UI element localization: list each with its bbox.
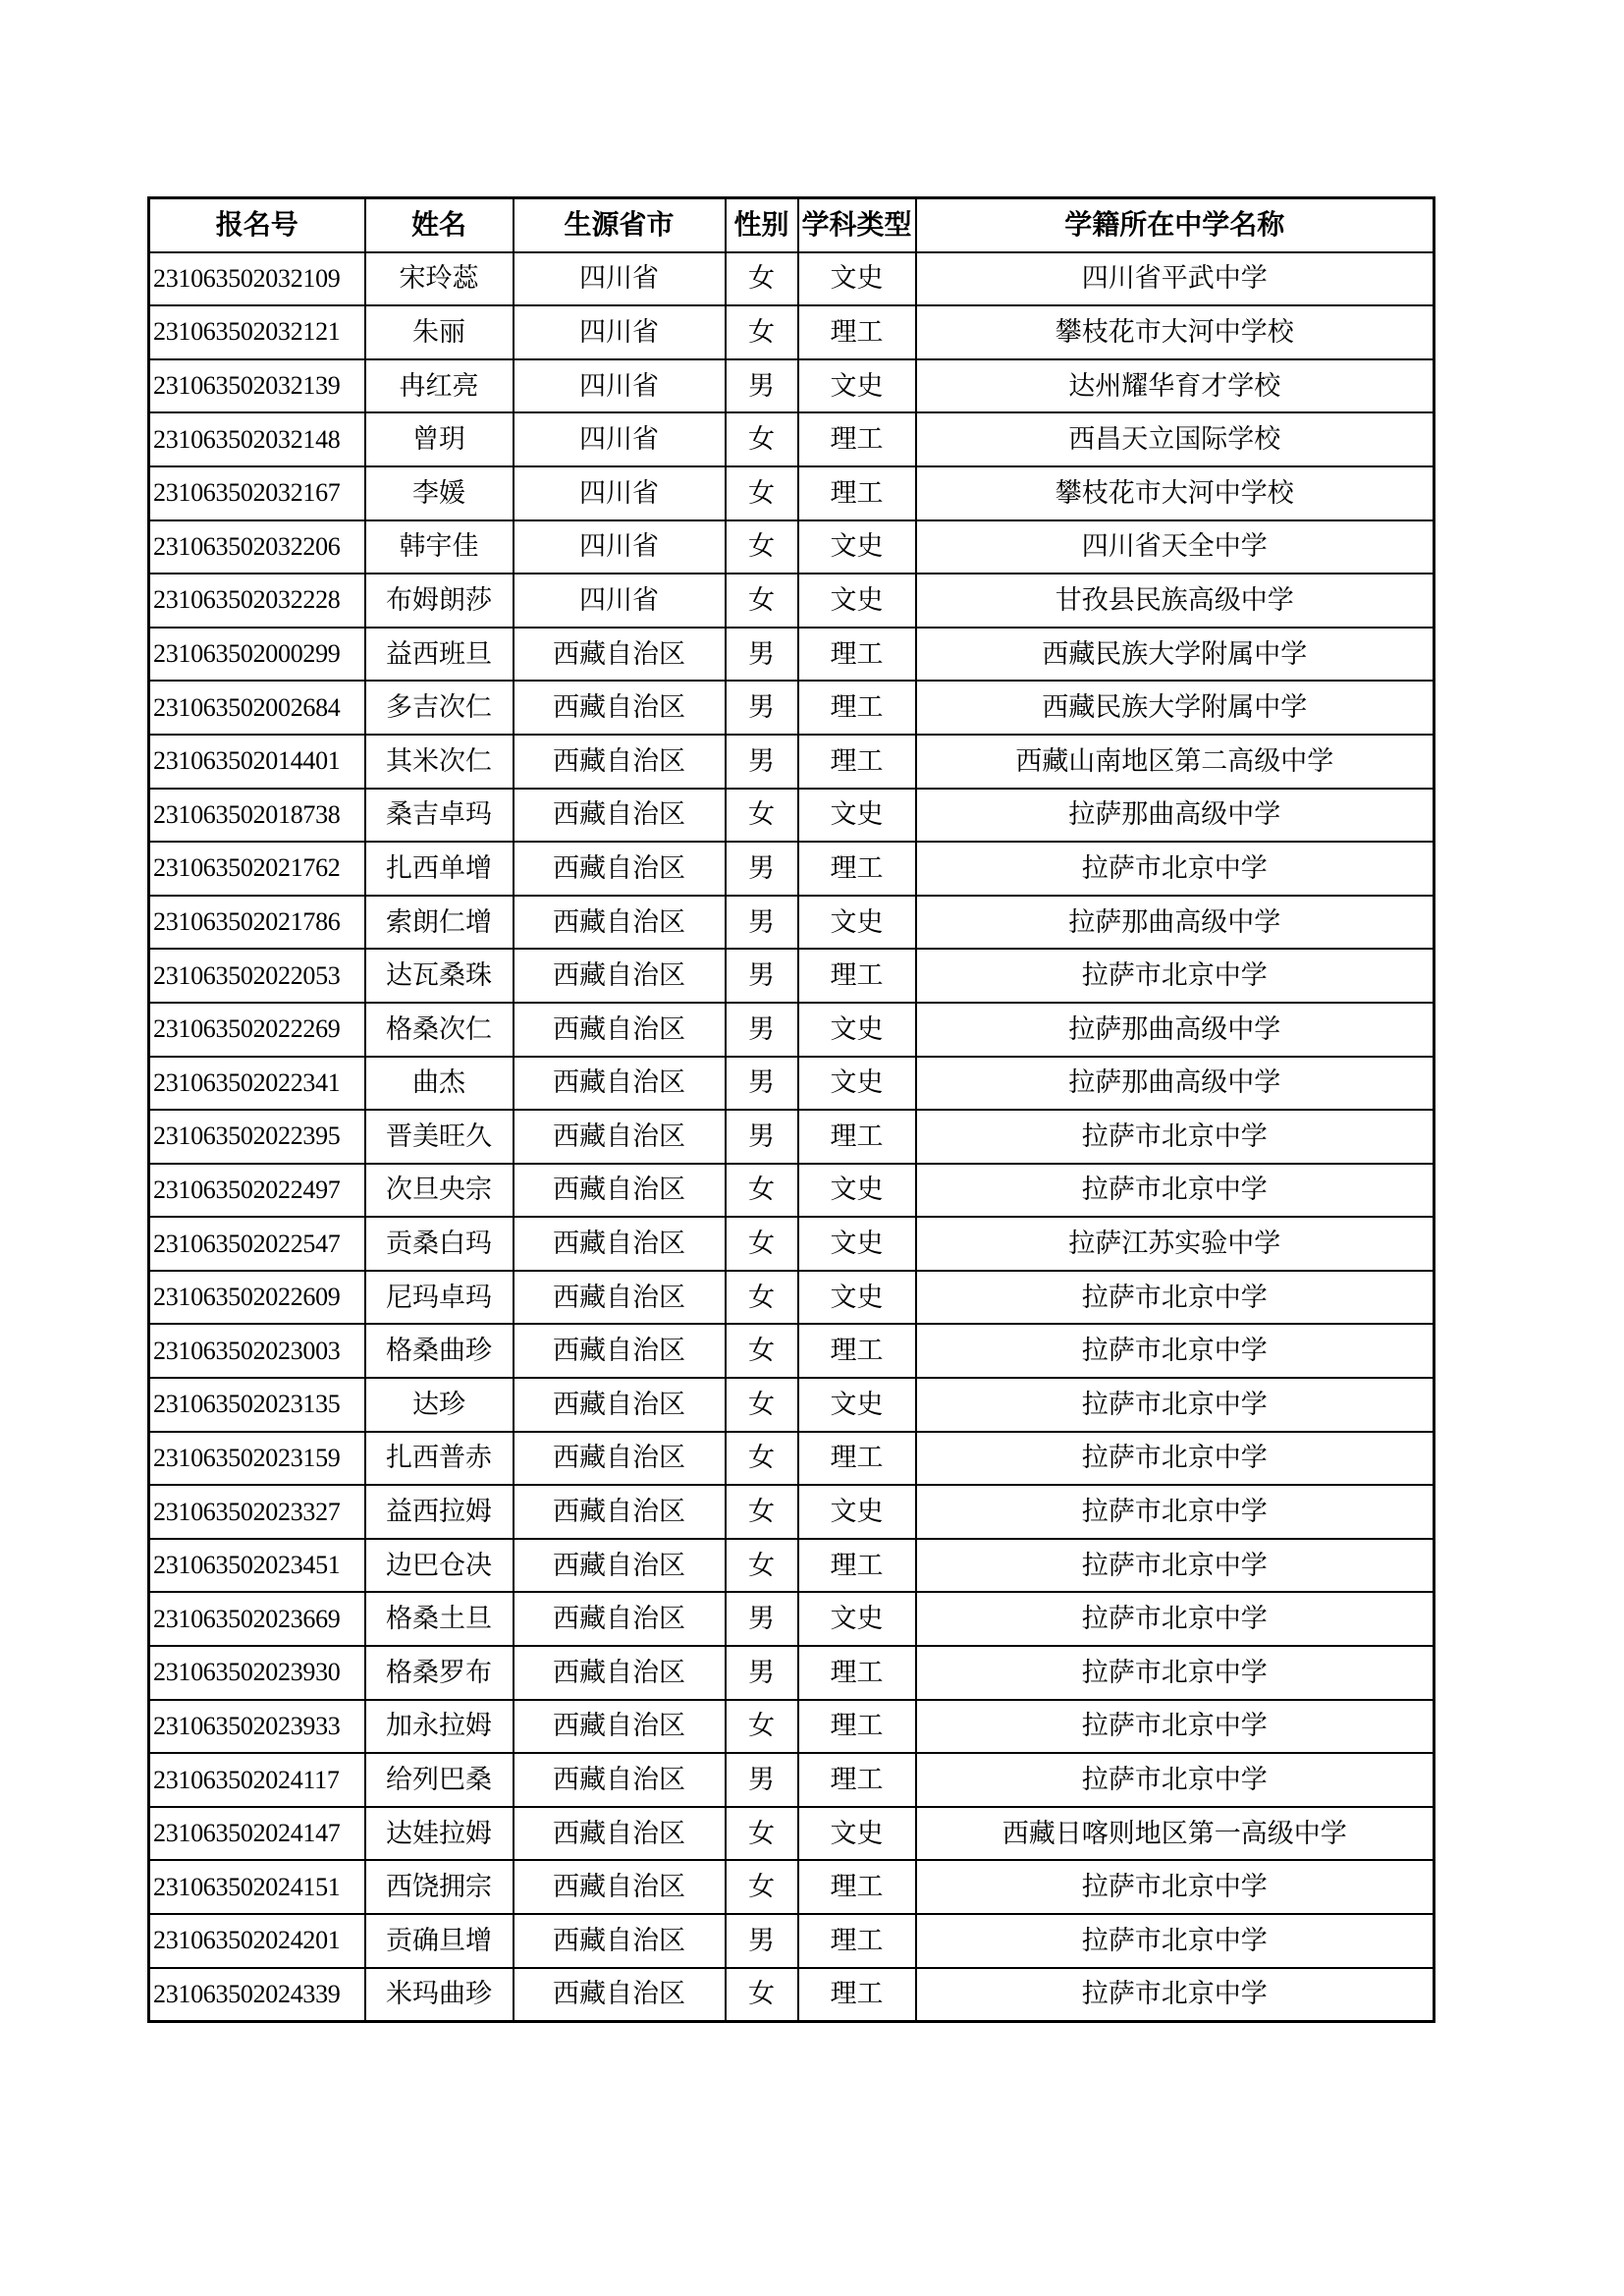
subject-type-cell: 理工 bbox=[798, 1860, 916, 1914]
subject-type-cell: 理工 bbox=[798, 305, 916, 359]
source-province-cell: 西藏自治区 bbox=[514, 1057, 726, 1111]
table-row bbox=[149, 1432, 1435, 1486]
registration-number-cell: 231063502023159 bbox=[149, 1432, 365, 1486]
gender-cell: 女 bbox=[726, 305, 798, 359]
student-name-cell: 曾玥 bbox=[365, 412, 514, 466]
school-name-cell: 拉萨江苏实验中学 bbox=[916, 1217, 1435, 1271]
subject-type-cell: 理工 bbox=[798, 681, 916, 735]
header-school-name: 学籍所在中学名称 bbox=[916, 198, 1435, 252]
source-province-cell: 西藏自治区 bbox=[514, 1271, 726, 1325]
table-row bbox=[149, 1324, 1435, 1378]
gender-cell: 女 bbox=[726, 1432, 798, 1486]
school-name-cell: 拉萨那曲高级中学 bbox=[916, 1057, 1435, 1111]
header-subject-type: 学科类型 bbox=[798, 198, 916, 252]
registration-number-cell: 231063502023327 bbox=[149, 1485, 365, 1539]
table-row bbox=[149, 949, 1435, 1003]
student-name-cell: 布姆朗莎 bbox=[365, 574, 514, 628]
subject-type-cell: 理工 bbox=[798, 1753, 916, 1807]
school-name-cell: 拉萨市北京中学 bbox=[916, 1324, 1435, 1378]
source-province-cell: 西藏自治区 bbox=[514, 1003, 726, 1057]
subject-type-cell: 理工 bbox=[798, 1324, 916, 1378]
subject-type-cell: 文史 bbox=[798, 789, 916, 843]
gender-cell: 男 bbox=[726, 1592, 798, 1646]
gender-cell: 男 bbox=[726, 842, 798, 896]
subject-type-cell: 文史 bbox=[798, 1271, 916, 1325]
registration-number-cell: 231063502022497 bbox=[149, 1164, 365, 1218]
school-name-cell: 拉萨市北京中学 bbox=[916, 1646, 1435, 1700]
student-name-cell: 李媛 bbox=[365, 466, 514, 520]
school-name-cell: 四川省平武中学 bbox=[916, 252, 1435, 306]
source-province-cell: 西藏自治区 bbox=[514, 681, 726, 735]
student-name-cell: 格桑罗布 bbox=[365, 1646, 514, 1700]
registration-number-cell: 231063502014401 bbox=[149, 735, 365, 789]
gender-cell: 男 bbox=[726, 1753, 798, 1807]
table-row bbox=[149, 1057, 1435, 1111]
student-name-cell: 格桑次仁 bbox=[365, 1003, 514, 1057]
subject-type-cell: 文史 bbox=[798, 1485, 916, 1539]
gender-cell: 男 bbox=[726, 896, 798, 950]
subject-type-cell: 理工 bbox=[798, 466, 916, 520]
registration-number-cell: 231063502021762 bbox=[149, 842, 365, 896]
subject-type-cell: 理工 bbox=[798, 1968, 916, 2022]
subject-type-cell: 理工 bbox=[798, 1646, 916, 1700]
table-row bbox=[149, 842, 1435, 896]
registration-number-cell: 231063502032206 bbox=[149, 520, 365, 574]
source-province-cell: 西藏自治区 bbox=[514, 1164, 726, 1218]
table-row bbox=[149, 1378, 1435, 1432]
source-province-cell: 西藏自治区 bbox=[514, 1432, 726, 1486]
gender-cell: 男 bbox=[726, 628, 798, 682]
registration-number-cell: 231063502022609 bbox=[149, 1271, 365, 1325]
school-name-cell: 拉萨市北京中学 bbox=[916, 1378, 1435, 1432]
source-province-cell: 西藏自治区 bbox=[514, 1753, 726, 1807]
subject-type-cell: 文史 bbox=[798, 1003, 916, 1057]
subject-type-cell: 文史 bbox=[798, 1164, 916, 1218]
registration-number-cell: 231063502023135 bbox=[149, 1378, 365, 1432]
school-name-cell: 拉萨市北京中学 bbox=[916, 1914, 1435, 1968]
student-name-cell: 达娃拉姆 bbox=[365, 1807, 514, 1861]
source-province-cell: 西藏自治区 bbox=[514, 628, 726, 682]
student-name-cell: 曲杰 bbox=[365, 1057, 514, 1111]
gender-cell: 女 bbox=[726, 1164, 798, 1218]
subject-type-cell: 理工 bbox=[798, 412, 916, 466]
school-name-cell: 拉萨市北京中学 bbox=[916, 1432, 1435, 1486]
source-province-cell: 四川省 bbox=[514, 305, 726, 359]
gender-cell: 女 bbox=[726, 1324, 798, 1378]
source-province-cell: 西藏自治区 bbox=[514, 1700, 726, 1754]
table-row bbox=[149, 1968, 1435, 2022]
source-province-cell: 西藏自治区 bbox=[514, 1485, 726, 1539]
table-row bbox=[149, 628, 1435, 682]
table-row bbox=[149, 1539, 1435, 1593]
source-province-cell: 西藏自治区 bbox=[514, 1807, 726, 1861]
source-province-cell: 西藏自治区 bbox=[514, 1324, 726, 1378]
subject-type-cell: 文史 bbox=[798, 1217, 916, 1271]
school-name-cell: 拉萨市北京中学 bbox=[916, 1860, 1435, 1914]
header-source-province: 生源省市 bbox=[514, 198, 726, 252]
gender-cell: 女 bbox=[726, 1807, 798, 1861]
table-row bbox=[149, 359, 1435, 413]
student-name-cell: 次旦央宗 bbox=[365, 1164, 514, 1218]
source-province-cell: 四川省 bbox=[514, 359, 726, 413]
source-province-cell: 西藏自治区 bbox=[514, 1378, 726, 1432]
student-name-cell: 多吉次仁 bbox=[365, 681, 514, 735]
registration-number-cell: 231063502023930 bbox=[149, 1646, 365, 1700]
table-row bbox=[149, 1807, 1435, 1861]
subject-type-cell: 文史 bbox=[798, 1057, 916, 1111]
student-name-cell: 韩宇佳 bbox=[365, 520, 514, 574]
student-name-cell: 西饶拥宗 bbox=[365, 1860, 514, 1914]
table-row bbox=[149, 520, 1435, 574]
header-row bbox=[149, 198, 1435, 252]
student-name-cell: 给列巴桑 bbox=[365, 1753, 514, 1807]
registration-number-cell: 231063502002684 bbox=[149, 681, 365, 735]
table-row bbox=[149, 1271, 1435, 1325]
source-province-cell: 西藏自治区 bbox=[514, 1592, 726, 1646]
table-row bbox=[149, 1217, 1435, 1271]
table-row bbox=[149, 1753, 1435, 1807]
table-row bbox=[149, 305, 1435, 359]
school-name-cell: 拉萨市北京中学 bbox=[916, 949, 1435, 1003]
gender-cell: 女 bbox=[726, 1700, 798, 1754]
student-name-cell: 扎西普赤 bbox=[365, 1432, 514, 1486]
table-row bbox=[149, 1860, 1435, 1914]
school-name-cell: 攀枝花市大河中学校 bbox=[916, 466, 1435, 520]
subject-type-cell: 理工 bbox=[798, 1432, 916, 1486]
gender-cell: 男 bbox=[726, 1057, 798, 1111]
registration-number-cell: 231063502023933 bbox=[149, 1700, 365, 1754]
school-name-cell: 西藏日喀则地区第一高级中学 bbox=[916, 1807, 1435, 1861]
student-name-cell: 达瓦桑珠 bbox=[365, 949, 514, 1003]
subject-type-cell: 文史 bbox=[798, 1378, 916, 1432]
school-name-cell: 拉萨市北京中学 bbox=[916, 1110, 1435, 1164]
registration-number-cell: 231063502024339 bbox=[149, 1968, 365, 2022]
registration-number-cell: 231063502024201 bbox=[149, 1914, 365, 1968]
source-province-cell: 四川省 bbox=[514, 252, 726, 306]
gender-cell: 女 bbox=[726, 1378, 798, 1432]
student-name-cell: 其米次仁 bbox=[365, 735, 514, 789]
gender-cell: 女 bbox=[726, 1539, 798, 1593]
school-name-cell: 甘孜县民族高级中学 bbox=[916, 574, 1435, 628]
source-province-cell: 西藏自治区 bbox=[514, 735, 726, 789]
subject-type-cell: 理工 bbox=[798, 628, 916, 682]
subject-type-cell: 文史 bbox=[798, 1807, 916, 1861]
table-row bbox=[149, 1110, 1435, 1164]
source-province-cell: 四川省 bbox=[514, 466, 726, 520]
student-name-cell: 格桑土旦 bbox=[365, 1592, 514, 1646]
gender-cell: 女 bbox=[726, 789, 798, 843]
registration-number-cell: 231063502022053 bbox=[149, 949, 365, 1003]
registration-number-cell: 231063502000299 bbox=[149, 628, 365, 682]
student-name-cell: 宋玲蕊 bbox=[365, 252, 514, 306]
gender-cell: 男 bbox=[726, 1646, 798, 1700]
school-name-cell: 拉萨市北京中学 bbox=[916, 842, 1435, 896]
header-registration-number: 报名号 bbox=[149, 198, 365, 252]
registration-number-cell: 231063502032121 bbox=[149, 305, 365, 359]
subject-type-cell: 理工 bbox=[798, 1539, 916, 1593]
school-name-cell: 攀枝花市大河中学校 bbox=[916, 305, 1435, 359]
student-name-cell: 索朗仁增 bbox=[365, 896, 514, 950]
table-row bbox=[149, 574, 1435, 628]
gender-cell: 男 bbox=[726, 735, 798, 789]
registration-number-cell: 231063502032109 bbox=[149, 252, 365, 306]
subject-type-cell: 文史 bbox=[798, 574, 916, 628]
source-province-cell: 西藏自治区 bbox=[514, 1539, 726, 1593]
gender-cell: 男 bbox=[726, 359, 798, 413]
source-province-cell: 西藏自治区 bbox=[514, 1646, 726, 1700]
student-name-cell: 贡桑白玛 bbox=[365, 1217, 514, 1271]
school-name-cell: 四川省天全中学 bbox=[916, 520, 1435, 574]
table-row bbox=[149, 466, 1435, 520]
gender-cell: 女 bbox=[726, 1217, 798, 1271]
school-name-cell: 拉萨市北京中学 bbox=[916, 1592, 1435, 1646]
registration-number-cell: 231063502032139 bbox=[149, 359, 365, 413]
registration-number-cell: 231063502022341 bbox=[149, 1057, 365, 1111]
registration-number-cell: 231063502023669 bbox=[149, 1592, 365, 1646]
student-name-cell: 益西拉姆 bbox=[365, 1485, 514, 1539]
student-name-cell: 格桑曲珍 bbox=[365, 1324, 514, 1378]
subject-type-cell: 文史 bbox=[798, 1592, 916, 1646]
gender-cell: 男 bbox=[726, 1003, 798, 1057]
gender-cell: 女 bbox=[726, 1485, 798, 1539]
source-province-cell: 西藏自治区 bbox=[514, 789, 726, 843]
student-name-cell: 晋美旺久 bbox=[365, 1110, 514, 1164]
registration-number-cell: 231063502032148 bbox=[149, 412, 365, 466]
student-name-cell: 冉红亮 bbox=[365, 359, 514, 413]
table-row bbox=[149, 1914, 1435, 1968]
table-row bbox=[149, 1592, 1435, 1646]
registration-number-cell: 231063502018738 bbox=[149, 789, 365, 843]
registration-number-cell: 231063502024147 bbox=[149, 1807, 365, 1861]
student-name-cell: 加永拉姆 bbox=[365, 1700, 514, 1754]
school-name-cell: 拉萨市北京中学 bbox=[916, 1164, 1435, 1218]
source-province-cell: 西藏自治区 bbox=[514, 1968, 726, 2022]
registration-number-cell: 231063502023003 bbox=[149, 1324, 365, 1378]
school-name-cell: 拉萨市北京中学 bbox=[916, 1539, 1435, 1593]
school-name-cell: 拉萨市北京中学 bbox=[916, 1271, 1435, 1325]
student-name-cell: 朱丽 bbox=[365, 305, 514, 359]
gender-cell: 男 bbox=[726, 1914, 798, 1968]
subject-type-cell: 文史 bbox=[798, 252, 916, 306]
school-name-cell: 拉萨那曲高级中学 bbox=[916, 1003, 1435, 1057]
table-row bbox=[149, 789, 1435, 843]
registration-number-cell: 231063502032167 bbox=[149, 466, 365, 520]
school-name-cell: 西藏民族大学附属中学 bbox=[916, 628, 1435, 682]
school-name-cell: 达州耀华育才学校 bbox=[916, 359, 1435, 413]
table-row bbox=[149, 1700, 1435, 1754]
student-name-cell: 尼玛卓玛 bbox=[365, 1271, 514, 1325]
registration-number-cell: 231063502023451 bbox=[149, 1539, 365, 1593]
source-province-cell: 四川省 bbox=[514, 412, 726, 466]
student-name-cell: 贡确旦增 bbox=[365, 1914, 514, 1968]
gender-cell: 女 bbox=[726, 252, 798, 306]
registration-number-cell: 231063502022269 bbox=[149, 1003, 365, 1057]
source-province-cell: 西藏自治区 bbox=[514, 1110, 726, 1164]
school-name-cell: 拉萨市北京中学 bbox=[916, 1968, 1435, 2022]
subject-type-cell: 理工 bbox=[798, 842, 916, 896]
student-name-cell: 米玛曲珍 bbox=[365, 1968, 514, 2022]
table-row bbox=[149, 1646, 1435, 1700]
registration-number-cell: 231063502022395 bbox=[149, 1110, 365, 1164]
registration-number-cell: 231063502032228 bbox=[149, 574, 365, 628]
registration-number-cell: 231063502022547 bbox=[149, 1217, 365, 1271]
subject-type-cell: 文史 bbox=[798, 896, 916, 950]
gender-cell: 女 bbox=[726, 1860, 798, 1914]
gender-cell: 男 bbox=[726, 1110, 798, 1164]
school-name-cell: 西昌天立国际学校 bbox=[916, 412, 1435, 466]
table-row bbox=[149, 735, 1435, 789]
school-name-cell: 西藏山南地区第二高级中学 bbox=[916, 735, 1435, 789]
school-name-cell: 拉萨市北京中学 bbox=[916, 1753, 1435, 1807]
table-row bbox=[149, 252, 1435, 306]
gender-cell: 男 bbox=[726, 949, 798, 1003]
source-province-cell: 西藏自治区 bbox=[514, 949, 726, 1003]
school-name-cell: 拉萨市北京中学 bbox=[916, 1700, 1435, 1754]
source-province-cell: 四川省 bbox=[514, 574, 726, 628]
header-gender: 性别 bbox=[726, 198, 798, 252]
source-province-cell: 西藏自治区 bbox=[514, 1860, 726, 1914]
school-name-cell: 拉萨那曲高级中学 bbox=[916, 896, 1435, 950]
student-name-cell: 益西班旦 bbox=[365, 628, 514, 682]
table-row bbox=[149, 412, 1435, 466]
subject-type-cell: 理工 bbox=[798, 1110, 916, 1164]
gender-cell: 女 bbox=[726, 412, 798, 466]
header-name: 姓名 bbox=[365, 198, 514, 252]
school-name-cell: 拉萨那曲高级中学 bbox=[916, 789, 1435, 843]
registration-number-cell: 231063502021786 bbox=[149, 896, 365, 950]
gender-cell: 男 bbox=[726, 681, 798, 735]
registration-number-cell: 231063502024151 bbox=[149, 1860, 365, 1914]
school-name-cell: 拉萨市北京中学 bbox=[916, 1485, 1435, 1539]
table-row bbox=[149, 1003, 1435, 1057]
subject-type-cell: 理工 bbox=[798, 949, 916, 1003]
source-province-cell: 西藏自治区 bbox=[514, 842, 726, 896]
table-row bbox=[149, 1485, 1435, 1539]
table-row bbox=[149, 896, 1435, 950]
registration-number-cell: 231063502024117 bbox=[149, 1753, 365, 1807]
table-row bbox=[149, 681, 1435, 735]
table-row bbox=[149, 1164, 1435, 1218]
student-roster-table bbox=[147, 196, 1435, 2023]
source-province-cell: 西藏自治区 bbox=[514, 1914, 726, 1968]
school-name-cell: 西藏民族大学附属中学 bbox=[916, 681, 1435, 735]
subject-type-cell: 理工 bbox=[798, 735, 916, 789]
gender-cell: 女 bbox=[726, 1271, 798, 1325]
student-name-cell: 桑吉卓玛 bbox=[365, 789, 514, 843]
gender-cell: 女 bbox=[726, 1968, 798, 2022]
gender-cell: 女 bbox=[726, 520, 798, 574]
table-body bbox=[149, 252, 1435, 2022]
student-name-cell: 边巴仓决 bbox=[365, 1539, 514, 1593]
subject-type-cell: 文史 bbox=[798, 520, 916, 574]
source-province-cell: 西藏自治区 bbox=[514, 1217, 726, 1271]
gender-cell: 女 bbox=[726, 466, 798, 520]
subject-type-cell: 理工 bbox=[798, 1700, 916, 1754]
student-name-cell: 达珍 bbox=[365, 1378, 514, 1432]
subject-type-cell: 文史 bbox=[798, 359, 916, 413]
source-province-cell: 西藏自治区 bbox=[514, 896, 726, 950]
student-name-cell: 扎西单增 bbox=[365, 842, 514, 896]
source-province-cell: 四川省 bbox=[514, 520, 726, 574]
gender-cell: 女 bbox=[726, 574, 798, 628]
subject-type-cell: 理工 bbox=[798, 1914, 916, 1968]
